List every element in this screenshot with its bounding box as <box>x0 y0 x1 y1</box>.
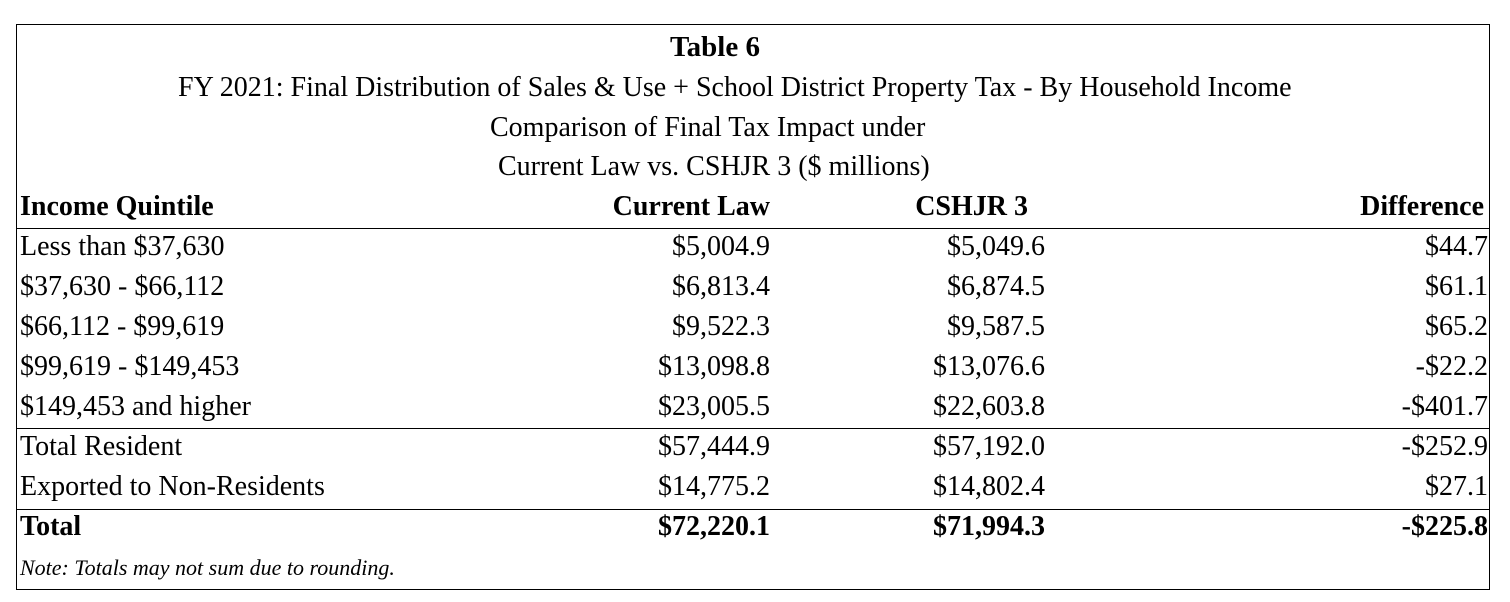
table-row-exported <box>0 470 1510 510</box>
row-label: $37,630 - $66,112 <box>20 271 225 302</box>
table-subtitle-line-3: Current Law vs. CSHJR 3 ($ millions) <box>498 151 930 182</box>
cshjr3-value: $13,076.6 <box>933 351 1045 382</box>
difference-value: -$225.8 <box>1401 511 1488 542</box>
cshjr3-value: $14,802.4 <box>933 471 1045 502</box>
current-law-value: $57,444.9 <box>658 431 770 462</box>
current-law-value: $14,775.2 <box>658 471 770 502</box>
difference-value: -$401.7 <box>1401 391 1488 422</box>
table-row <box>0 230 1510 270</box>
difference-value: $27.1 <box>1425 471 1488 502</box>
column-header-current-law: Current Law <box>612 191 770 222</box>
table-row <box>0 390 1510 430</box>
row-label: Total <box>20 511 82 542</box>
subtotal-divider <box>16 428 1490 429</box>
header-divider <box>16 228 1490 229</box>
table-subtitle-line-2: Comparison of Final Tax Impact under <box>490 112 926 143</box>
table-row-total-resident <box>0 430 1510 470</box>
table-title: Table 6 <box>670 31 760 63</box>
row-label: $66,112 - $99,619 <box>20 311 225 342</box>
table-row <box>0 310 1510 350</box>
current-law-value: $72,220.1 <box>658 511 770 542</box>
cshjr3-value: $5,049.6 <box>947 231 1045 262</box>
current-law-value: $5,004.9 <box>672 231 770 262</box>
difference-value: $61.1 <box>1425 271 1488 302</box>
row-label: Total Resident <box>20 431 183 462</box>
difference-value: $44.7 <box>1425 231 1488 262</box>
difference-value: $65.2 <box>1425 311 1488 342</box>
row-label: Exported to Non-Residents <box>20 471 325 502</box>
row-label: $99,619 - $149,453 <box>20 351 240 382</box>
column-header-cshjr3: CSHJR 3 <box>915 191 1028 222</box>
column-header-difference: Difference <box>1360 191 1484 222</box>
table-subtitle-line-1: FY 2021: Final Distribution of Sales & Use + School District Property Tax - By Household Income <box>178 72 1292 103</box>
table-row <box>0 270 1510 310</box>
cshjr3-value: $22,603.8 <box>933 391 1045 422</box>
table-row-total <box>0 510 1510 550</box>
current-law-value: $23,005.5 <box>658 391 770 422</box>
row-label: $149,453 and higher <box>20 391 251 422</box>
difference-value: -$252.9 <box>1401 431 1488 462</box>
cshjr3-value: $6,874.5 <box>947 271 1045 302</box>
current-law-value: $13,098.8 <box>658 351 770 382</box>
table-note: Note: Totals may not sum due to rounding. <box>20 555 395 580</box>
cshjr3-value: $57,192.0 <box>933 431 1045 462</box>
table-row <box>0 350 1510 390</box>
cshjr3-value: $71,994.3 <box>933 511 1045 542</box>
difference-value: -$22.2 <box>1415 351 1488 382</box>
row-label: Less than $37,630 <box>20 231 225 262</box>
column-header-income-quintile: Income Quintile <box>20 191 214 222</box>
current-law-value: $6,813.4 <box>672 271 770 302</box>
current-law-value: $9,522.3 <box>672 311 770 342</box>
cshjr3-value: $9,587.5 <box>947 311 1045 342</box>
